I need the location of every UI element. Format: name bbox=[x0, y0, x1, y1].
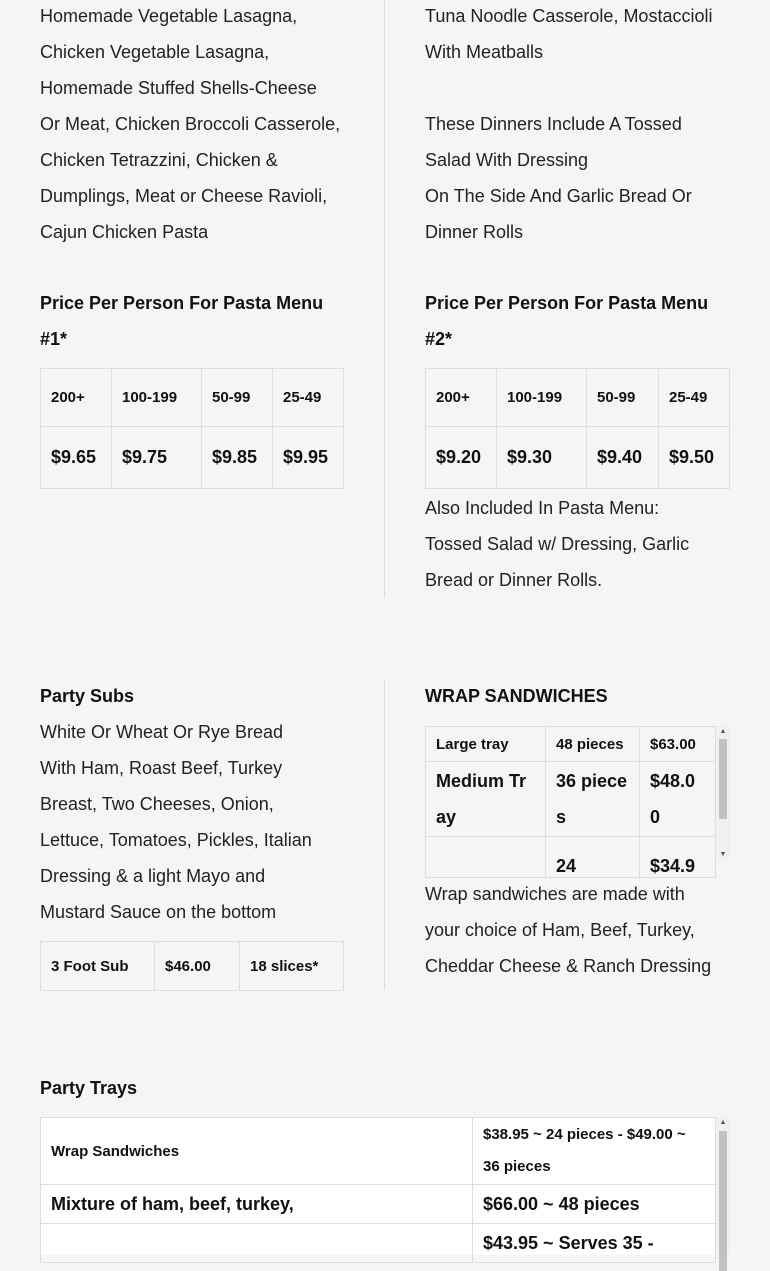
wrap-price-cell: $34.9 bbox=[640, 837, 716, 878]
pasta-menu-1-section bbox=[40, 0, 345, 250]
table-row bbox=[41, 1118, 716, 1185]
wrap-size-cell bbox=[426, 837, 546, 878]
pasta-menu-1-price-table bbox=[40, 368, 344, 489]
wrap-pieces-cell: 36 pieces bbox=[546, 762, 640, 837]
table-row bbox=[41, 1224, 716, 1263]
price-cell: $9.20 bbox=[426, 427, 497, 489]
tier-row bbox=[41, 369, 344, 427]
price-cell: $9.75 bbox=[112, 427, 202, 489]
price-row bbox=[426, 427, 730, 489]
tray-price-cell: $66.00 ~ 48 pieces bbox=[473, 1185, 716, 1224]
tray-price-cell: $43.95 ~ Serves 35 - bbox=[473, 1224, 716, 1263]
wrap-size-cell: Large tray bbox=[426, 727, 546, 762]
pasta-menu-1-price-heading: Price Per Person For Pasta Menu #1* bbox=[40, 293, 324, 349]
price-cell: $9.85 bbox=[202, 427, 273, 489]
party-subs-table bbox=[40, 941, 344, 991]
tier-cell: 25-49 bbox=[273, 369, 344, 427]
pasta-menu-2-section bbox=[425, 0, 730, 250]
sub-price-cell: $46.00 bbox=[155, 942, 240, 991]
wrap-price-cell: $48.00 bbox=[640, 762, 716, 837]
tier-cell: 200+ bbox=[41, 369, 112, 427]
scroll-down-arrow-icon[interactable]: ▼ bbox=[719, 851, 727, 858]
wrap-pieces-cell: 24 bbox=[546, 837, 640, 878]
table-row bbox=[426, 837, 716, 878]
scrollbar-thumb[interactable] bbox=[719, 1131, 727, 1271]
tray-price-cell: $38.95 ~ 24 pieces - $49.00 ~ 36 pieces bbox=[473, 1118, 716, 1185]
price-cell: $9.30 bbox=[497, 427, 587, 489]
wrap-price-cell: $63.00 bbox=[640, 727, 716, 762]
scroll-up-arrow-icon[interactable]: ▲ bbox=[719, 728, 727, 735]
pasta-menu-2-price-table bbox=[425, 368, 730, 489]
party-subs-title: Party Subs bbox=[40, 686, 135, 706]
tier-cell: 25-49 bbox=[659, 369, 730, 427]
party-trays-title: Party Trays bbox=[40, 1078, 138, 1098]
column-divider-top bbox=[384, 0, 385, 598]
wrap-sandwiches-section bbox=[425, 678, 730, 714]
party-trays-section bbox=[40, 1070, 730, 1106]
pasta-menu-2-description: Tuna Noodle Casserole, Mostaccioli With Meatballs These Dinners Include A Tossed Salad With Dressing On The Side And Garlic Bread Or Dinner Rolls bbox=[425, 6, 713, 242]
price-cell: $9.95 bbox=[273, 427, 344, 489]
wrap-sandwiches-description: Wrap sandwiches are made with your choice of Ham, Beef, Turkey, Cheddar Cheese & Ranch Dressing bbox=[425, 884, 712, 976]
column-divider-middle bbox=[384, 679, 385, 990]
table-row bbox=[426, 762, 716, 837]
pasta-menu-2-price-heading: Price Per Person For Pasta Menu #2* bbox=[425, 293, 709, 349]
tier-cell: 100-199 bbox=[497, 369, 587, 427]
party-trays-table-scroller[interactable] bbox=[40, 1117, 730, 1255]
wrap-sandwiches-table bbox=[425, 726, 716, 878]
table-row bbox=[41, 1185, 716, 1224]
pasta-menu-1-description: Homemade Vegetable Lasagna, Chicken Vegetable Lasagna, Homemade Stuffed Shells-Cheese Or Meat, Chicken Broccoli Casserole, Chicken Tetrazzini, Chicken & Dumplings, Meat or Cheese Ravioli, Cajun Chicken Pasta bbox=[40, 6, 341, 242]
party-trays-scrollbar[interactable] bbox=[716, 1117, 730, 1255]
tier-row bbox=[426, 369, 730, 427]
wrap-sandwiches-title: WRAP SANDWICHES bbox=[425, 686, 608, 706]
party-trays-table bbox=[40, 1117, 716, 1263]
scroll-up-arrow-icon[interactable]: ▲ bbox=[719, 1119, 727, 1126]
price-cell: $9.50 bbox=[659, 427, 730, 489]
tier-cell: 200+ bbox=[426, 369, 497, 427]
pasta-menu-2-also-included: Also Included In Pasta Menu: Tossed Salad w/ Dressing, Garlic Bread or Dinner Rolls. bbox=[425, 498, 690, 590]
scrollbar-thumb[interactable] bbox=[719, 739, 727, 819]
party-subs-description: White Or Wheat Or Rye Bread With Ham, Roast Beef, Turkey Breast, Two Cheeses, Onion, Lettuce, Tomatoes, Pickles, Italian Dressing & a light Mayo and Mustard Sauce on the bottom bbox=[40, 722, 312, 922]
price-row bbox=[41, 427, 344, 489]
table-row bbox=[426, 727, 716, 762]
table-row bbox=[41, 942, 344, 991]
wrap-size-cell: Medium Tray bbox=[426, 762, 546, 837]
price-cell: $9.40 bbox=[587, 427, 659, 489]
tray-item-cell bbox=[41, 1224, 473, 1263]
tier-cell: 50-99 bbox=[587, 369, 659, 427]
tier-cell: 100-199 bbox=[112, 369, 202, 427]
price-cell: $9.65 bbox=[41, 427, 112, 489]
tray-item-cell: Wrap Sandwiches bbox=[41, 1118, 473, 1185]
wrap-sandwiches-table-scroller[interactable] bbox=[425, 726, 730, 876]
wrap-table-scrollbar[interactable] bbox=[716, 726, 730, 861]
sub-slices-cell: 18 slices* bbox=[240, 942, 344, 991]
tier-cell: 50-99 bbox=[202, 369, 273, 427]
party-subs-section bbox=[40, 678, 345, 930]
tray-item-cell: Mixture of ham, beef, turkey, bbox=[41, 1185, 473, 1224]
wrap-pieces-cell: 48 pieces bbox=[546, 727, 640, 762]
sub-size-cell: 3 Foot Sub bbox=[41, 942, 155, 991]
